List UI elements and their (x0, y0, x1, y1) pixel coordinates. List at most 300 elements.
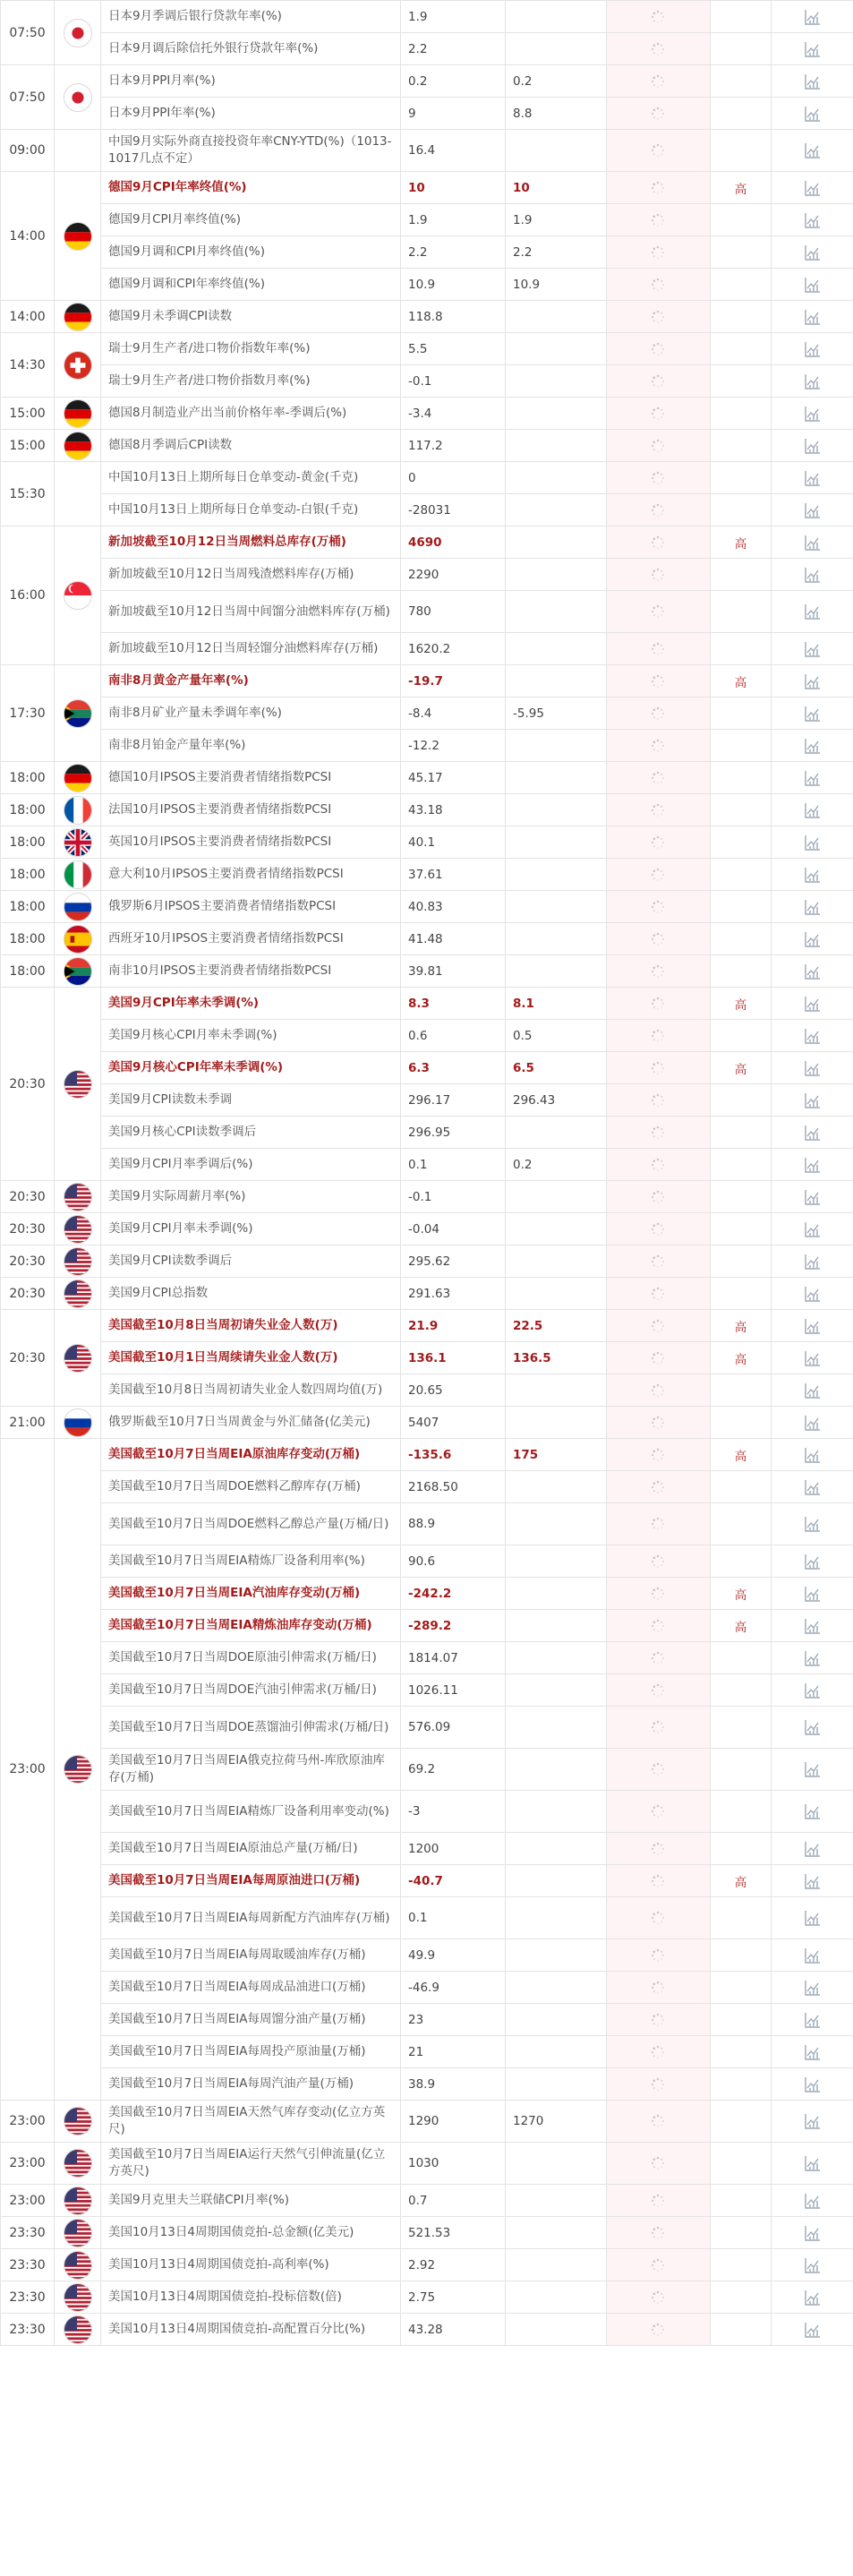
event-row[interactable] (1, 1545, 853, 1578)
indicator-name[interactable]: 美国9月CPI年率未季调(%) (101, 988, 401, 1020)
indicator-name[interactable]: 瑞士9月生产者/进口物价指数年率(%) (101, 333, 401, 365)
event-row[interactable] (1, 1791, 853, 1833)
chart-cell[interactable] (772, 1578, 853, 1610)
event-row[interactable] (1, 1897, 853, 1939)
chart-cell[interactable] (772, 1278, 853, 1310)
chart-icon[interactable] (804, 1872, 822, 1890)
indicator-name[interactable]: 美国截至10月7日当周EIA每周原油进口(万桶) (101, 1865, 401, 1897)
indicator-name[interactable]: 美国9月核心CPI年率未季调(%) (101, 1052, 401, 1084)
indicator-name[interactable]: 美国截至10月7日当周DOE原油引伸需求(万桶/日) (101, 1642, 401, 1674)
event-row[interactable] (1, 494, 853, 526)
event-row[interactable] (1, 462, 853, 494)
indicator-name[interactable]: 美国10月13日4周期国债竞拍-总金额(亿美元) (101, 2217, 401, 2249)
event-row[interactable] (1, 1149, 853, 1181)
chart-icon[interactable] (804, 1220, 822, 1238)
chart-icon[interactable] (804, 534, 822, 552)
chart-cell[interactable] (772, 1084, 853, 1117)
chart-icon[interactable] (804, 1382, 822, 1399)
chart-icon[interactable] (804, 1317, 822, 1335)
event-row[interactable] (1, 2101, 853, 2143)
chart-icon[interactable] (804, 1414, 822, 1432)
chart-icon[interactable] (804, 179, 822, 197)
indicator-name[interactable]: 德国9月CPI年率终值(%) (101, 172, 401, 204)
chart-icon[interactable] (804, 2289, 822, 2306)
indicator-name[interactable]: 美国截至10月7日当周EIA精炼厂设备利用率变动(%) (101, 1791, 401, 1833)
chart-icon[interactable] (804, 1188, 822, 1206)
chart-icon[interactable] (804, 1718, 822, 1736)
indicator-name[interactable]: 法国10月IPSOS主要消费者情绪指数PCSI (101, 794, 401, 826)
event-row[interactable] (1, 794, 853, 826)
chart-icon[interactable] (804, 1585, 822, 1603)
chart-icon[interactable] (804, 898, 822, 916)
indicator-name[interactable]: 俄罗斯6月IPSOS主要消费者情绪指数PCSI (101, 891, 401, 923)
chart-cell[interactable] (772, 172, 853, 204)
chart-cell[interactable] (772, 2068, 853, 2101)
chart-icon[interactable] (804, 930, 822, 948)
chart-cell[interactable] (772, 236, 853, 269)
chart-cell[interactable] (772, 665, 853, 697)
indicator-name[interactable]: 美国截至10月7日当周EIA每周汽油产量(万桶) (101, 2068, 401, 2101)
chart-cell[interactable] (772, 269, 853, 301)
event-row[interactable] (1, 1503, 853, 1545)
chart-icon[interactable] (804, 1059, 822, 1077)
indicator-name[interactable]: 美国截至10月7日当周EIA每周投产原油量(万桶) (101, 2036, 401, 2068)
chart-cell[interactable] (772, 762, 853, 794)
event-row[interactable] (1, 559, 853, 591)
chart-cell[interactable] (772, 955, 853, 988)
indicator-name[interactable]: 美国截至10月7日当周EIA精炼油库存变动(万桶) (101, 1610, 401, 1642)
event-row[interactable] (1, 2143, 853, 2185)
indicator-name[interactable]: 美国10月13日4周期国债竞拍-高利率(%) (101, 2249, 401, 2281)
country-flag-cell (55, 923, 101, 955)
event-row[interactable] (1, 1407, 853, 1439)
indicator-name[interactable]: 俄罗斯截至10月7日当周黄金与外汇储备(亿美元) (101, 1407, 401, 1439)
chart-icon[interactable] (804, 469, 822, 487)
chart-icon[interactable] (804, 73, 822, 90)
event-row[interactable] (1, 1, 853, 33)
indicator-name[interactable]: 美国截至10月7日当周EIA精炼厂设备利用率(%) (101, 1545, 401, 1578)
event-row[interactable] (1, 1052, 853, 1084)
event-row[interactable] (1, 1578, 853, 1610)
chart-icon[interactable] (804, 211, 822, 229)
chart-cell[interactable] (772, 462, 853, 494)
chart-icon[interactable] (804, 105, 822, 123)
chart-icon[interactable] (804, 276, 822, 294)
chart-icon[interactable] (804, 405, 822, 423)
indicator-name[interactable]: 美国截至10月7日当周EIA原油总产量(万桶/日) (101, 1833, 401, 1865)
chart-cell[interactable] (772, 494, 853, 526)
chart-icon[interactable] (804, 1446, 822, 1464)
event-row[interactable] (1, 665, 853, 697)
chart-cell[interactable] (772, 591, 853, 633)
indicator-name[interactable]: 美国10月13日4周期国债竞拍-高配置百分比(%) (101, 2314, 401, 2346)
event-row[interactable] (1, 1278, 853, 1310)
event-row[interactable] (1, 130, 853, 172)
event-row[interactable] (1, 1020, 853, 1052)
chart-cell[interactable] (772, 2314, 853, 2346)
event-row[interactable] (1, 33, 853, 65)
chart-cell[interactable] (772, 1439, 853, 1471)
chart-cell[interactable] (772, 1, 853, 33)
chart-icon[interactable] (804, 40, 822, 58)
country-flag-cell (55, 1278, 101, 1310)
chart-icon[interactable] (804, 1617, 822, 1635)
event-row[interactable] (1, 172, 853, 204)
chart-icon[interactable] (804, 834, 822, 852)
indicator-name[interactable]: 美国截至10月7日当周EIA天然气库存变动(亿立方英尺) (101, 2101, 401, 2143)
chart-icon[interactable] (804, 244, 822, 261)
indicator-name[interactable]: 英国10月IPSOS主要消费者情绪指数PCSI (101, 826, 401, 859)
indicator-name[interactable]: 南非8月铂金产量年率(%) (101, 730, 401, 762)
chart-icon[interactable] (804, 1124, 822, 1142)
chart-cell[interactable] (772, 2185, 853, 2217)
importance-badge (711, 1084, 772, 1117)
chart-cell[interactable] (772, 333, 853, 365)
chart-icon[interactable] (804, 1478, 822, 1496)
chart-cell[interactable] (772, 1020, 853, 1052)
indicator-name[interactable]: 美国9月CPI读数季调后 (101, 1245, 401, 1278)
chart-cell[interactable] (772, 2036, 853, 2068)
chart-cell[interactable] (772, 1939, 853, 1972)
chart-icon[interactable] (804, 1553, 822, 1570)
chart-cell[interactable] (772, 1865, 853, 1897)
event-row[interactable] (1, 269, 853, 301)
indicator-name[interactable]: 美国截至10月7日当周EIA每周成品油进口(万桶) (101, 1972, 401, 2004)
chart-cell[interactable] (772, 98, 853, 130)
chart-cell[interactable] (772, 65, 853, 98)
chart-cell[interactable] (772, 826, 853, 859)
chart-cell[interactable] (772, 2004, 853, 2036)
indicator-name[interactable]: 美国截至10月1日当周续请失业金人数(万) (101, 1342, 401, 1374)
chart-cell[interactable] (772, 1052, 853, 1084)
indicator-name[interactable]: 美国9月CPI读数未季调 (101, 1084, 401, 1117)
chart-icon[interactable] (804, 1649, 822, 1667)
chart-icon[interactable] (804, 963, 822, 980)
event-row[interactable] (1, 2185, 853, 2217)
indicator-name[interactable]: 日本9月调后除信托外银行贷款年率(%) (101, 33, 401, 65)
chart-icon[interactable] (804, 801, 822, 819)
indicator-name[interactable]: 美国10月13日4周期国债竞拍-投标倍数(倍) (101, 2281, 401, 2314)
event-row[interactable] (1, 923, 853, 955)
actual-value-loading (607, 2036, 711, 2068)
event-row[interactable] (1, 1749, 853, 1791)
event-row[interactable] (1, 2036, 853, 2068)
chart-icon[interactable] (804, 437, 822, 455)
event-row[interactable] (1, 1374, 853, 1407)
indicator-name[interactable]: 美国截至10月7日当周EIA原油库存变动(万桶) (101, 1439, 401, 1471)
previous-value: -8.4 (401, 697, 506, 730)
event-row[interactable] (1, 2004, 853, 2036)
actual-value-loading (607, 33, 711, 65)
chart-cell[interactable] (772, 1310, 853, 1342)
indicator-name[interactable]: 美国9月CPI总指数 (101, 1278, 401, 1310)
importance-badge (711, 494, 772, 526)
event-row[interactable] (1, 1610, 853, 1642)
event-row[interactable] (1, 2281, 853, 2314)
chart-cell[interactable] (772, 1897, 853, 1939)
event-row[interactable] (1, 1972, 853, 2004)
event-row[interactable] (1, 301, 853, 333)
indicator-name[interactable]: 美国截至10月7日当周EIA每周新配方汽油库存(万桶) (101, 1897, 401, 1939)
chart-icon[interactable] (804, 1349, 822, 1367)
chart-cell[interactable] (772, 859, 853, 891)
chart-cell[interactable] (772, 1213, 853, 1245)
chart-cell[interactable] (772, 633, 853, 665)
chart-cell[interactable] (772, 1407, 853, 1439)
chart-icon[interactable] (804, 705, 822, 723)
event-row[interactable] (1, 633, 853, 665)
indicator-name[interactable]: 美国截至10月7日当周DOE汽油引伸需求(万桶/日) (101, 1674, 401, 1707)
event-row[interactable] (1, 65, 853, 98)
chart-cell[interactable] (772, 1545, 853, 1578)
event-row[interactable] (1, 1707, 853, 1749)
chart-icon[interactable] (804, 995, 822, 1013)
indicator-name[interactable]: 美国9月核心CPI月率未季调(%) (101, 1020, 401, 1052)
indicator-name[interactable]: 瑞士9月生产者/进口物价指数月率(%) (101, 365, 401, 398)
indicator-name[interactable]: 日本9月PPI年率(%) (101, 98, 401, 130)
indicator-name[interactable]: 美国9月CPI月率未季调(%) (101, 1213, 401, 1245)
indicator-name[interactable]: 德国10月IPSOS主要消费者情绪指数PCSI (101, 762, 401, 794)
indicator-name[interactable]: 新加坡截至10月12日当周残渣燃料库存(万桶) (101, 559, 401, 591)
event-row[interactable] (1, 859, 853, 891)
indicator-name[interactable]: 新加坡截至10月12日当周中间馏分油燃料库存(万桶) (101, 591, 401, 633)
chart-icon[interactable] (804, 2321, 822, 2339)
event-row[interactable] (1, 2068, 853, 2101)
chart-cell[interactable] (772, 1642, 853, 1674)
event-row[interactable] (1, 1865, 853, 1897)
chart-cell[interactable] (772, 1674, 853, 1707)
actual-value-loading (607, 236, 711, 269)
event-row[interactable] (1, 1439, 853, 1471)
event-row[interactable] (1, 955, 853, 988)
indicator-name[interactable]: 中国9月实际外商直接投资年率CNY-YTD(%)（1013-1017几点不定） (101, 130, 401, 172)
event-row[interactable] (1, 1642, 853, 1674)
event-row[interactable] (1, 98, 853, 130)
event-row[interactable] (1, 526, 853, 559)
indicator-name[interactable]: 西班牙10月IPSOS主要消费者情绪指数PCSI (101, 923, 401, 955)
chart-icon[interactable] (804, 501, 822, 519)
chart-cell[interactable] (772, 697, 853, 730)
chart-cell[interactable] (772, 33, 853, 65)
chart-cell[interactable] (772, 398, 853, 430)
chart-icon[interactable] (804, 1253, 822, 1271)
indicator-name[interactable]: 美国9月核心CPI读数季调后 (101, 1117, 401, 1149)
chart-cell[interactable] (772, 923, 853, 955)
event-row[interactable] (1, 1674, 853, 1707)
event-row[interactable] (1, 1117, 853, 1149)
loading-spinner-icon (650, 341, 666, 357)
forecast-value: 136.5 (506, 1342, 607, 1374)
previous-value: 295.62 (401, 1245, 506, 1278)
chart-cell[interactable] (772, 2143, 853, 2185)
country-flag-cell (55, 301, 101, 333)
indicator-name[interactable]: 美国截至10月7日当周DOE燃料乙醇库存(万桶) (101, 1471, 401, 1503)
chart-icon[interactable] (804, 2075, 822, 2093)
chart-cell[interactable] (772, 1707, 853, 1749)
chart-cell[interactable] (772, 1972, 853, 2004)
indicator-name[interactable]: 德国8月制造业产出当前价格年率-季调后(%) (101, 398, 401, 430)
chart-icon[interactable] (804, 372, 822, 390)
chart-icon[interactable] (804, 566, 822, 584)
indicator-name[interactable]: 美国截至10月7日当周EIA俄克拉荷马州-库欣原油库存(万桶) (101, 1749, 401, 1791)
indicator-name[interactable]: 德国8月季调后CPI读数 (101, 430, 401, 462)
chart-icon[interactable] (804, 603, 822, 620)
chart-icon[interactable] (804, 640, 822, 658)
indicator-name[interactable]: 日本9月PPI月率(%) (101, 65, 401, 98)
event-row[interactable] (1, 1342, 853, 1374)
chart-cell[interactable] (772, 1117, 853, 1149)
chart-icon[interactable] (804, 1682, 822, 1699)
chart-icon[interactable] (804, 1091, 822, 1109)
indicator-name[interactable]: 新加坡截至10月12日当周轻馏分油燃料库存(万桶) (101, 633, 401, 665)
chart-icon[interactable] (804, 1840, 822, 1858)
chart-icon[interactable] (804, 1027, 822, 1045)
chart-cell[interactable] (772, 891, 853, 923)
event-time: 23:30 (1, 2281, 55, 2314)
chart-cell[interactable] (772, 365, 853, 398)
chart-cell[interactable] (772, 1342, 853, 1374)
chart-cell[interactable] (772, 1610, 853, 1642)
indicator-name[interactable]: 美国9月克里夫兰联储CPI月率(%) (101, 2185, 401, 2217)
event-row[interactable] (1, 697, 853, 730)
indicator-name[interactable]: 美国9月实际周薪月率(%) (101, 1181, 401, 1213)
chart-cell[interactable] (772, 730, 853, 762)
chart-cell[interactable] (772, 526, 853, 559)
chart-icon[interactable] (804, 2192, 822, 2210)
chart-cell[interactable] (772, 430, 853, 462)
chart-icon[interactable] (804, 866, 822, 884)
indicator-name[interactable]: 美国截至10月7日当周EIA汽油库存变动(万桶) (101, 1578, 401, 1610)
indicator-name[interactable]: 德国9月CPI月率终值(%) (101, 204, 401, 236)
chart-icon[interactable] (804, 2256, 822, 2274)
chart-icon[interactable] (804, 737, 822, 755)
chart-icon[interactable] (804, 1979, 822, 1997)
loading-spinner-icon (650, 1350, 666, 1366)
event-row[interactable] (1, 730, 853, 762)
indicator-name[interactable]: 美国截至10月8日当周初请失业金人数四周均值(万) (101, 1374, 401, 1407)
chart-icon[interactable] (804, 1156, 822, 1174)
event-row[interactable] (1, 204, 853, 236)
chart-cell[interactable] (772, 2217, 853, 2249)
event-row[interactable] (1, 826, 853, 859)
indicator-name[interactable]: 德国9月调和CPI月率终值(%) (101, 236, 401, 269)
event-row[interactable] (1, 1181, 853, 1213)
indicator-name[interactable]: 德国9月未季调CPI读数 (101, 301, 401, 333)
chart-icon[interactable] (804, 2112, 822, 2130)
event-row[interactable] (1, 398, 853, 430)
chart-cell[interactable] (772, 2249, 853, 2281)
event-row[interactable] (1, 891, 853, 923)
event-row[interactable] (1, 988, 853, 1020)
loading-spinner-icon (650, 1221, 666, 1237)
chart-cell[interactable] (772, 1503, 853, 1545)
event-row[interactable] (1, 2249, 853, 2281)
chart-icon[interactable] (804, 1285, 822, 1303)
event-row[interactable] (1, 1245, 853, 1278)
chart-icon[interactable] (804, 672, 822, 690)
chart-cell[interactable] (772, 988, 853, 1020)
chart-icon[interactable] (804, 2011, 822, 2029)
chart-cell[interactable] (772, 1374, 853, 1407)
chart-cell[interactable] (772, 559, 853, 591)
chart-cell[interactable] (772, 1833, 853, 1865)
event-row[interactable] (1, 1833, 853, 1865)
indicator-name[interactable]: 南非8月黄金产量年率(%) (101, 665, 401, 697)
chart-icon[interactable] (804, 141, 822, 159)
indicator-name[interactable]: 美国截至10月7日当周DOE蒸馏油引伸需求(万桶/日) (101, 1707, 401, 1749)
chart-cell[interactable] (772, 794, 853, 826)
forecast-value (506, 1972, 607, 2004)
chart-cell[interactable] (772, 1245, 853, 1278)
event-row[interactable] (1, 236, 853, 269)
chart-icon[interactable] (804, 340, 822, 358)
indicator-name[interactable]: 德国9月调和CPI年率终值(%) (101, 269, 401, 301)
indicator-name[interactable]: 美国截至10月7日当周DOE燃料乙醇总产量(万桶/日) (101, 1503, 401, 1545)
event-row[interactable] (1, 1213, 853, 1245)
chart-cell[interactable] (772, 1471, 853, 1503)
chart-cell[interactable] (772, 2101, 853, 2143)
chart-icon[interactable] (804, 8, 822, 26)
indicator-name[interactable]: 南非10月IPSOS主要消费者情绪指数PCSI (101, 955, 401, 988)
chart-cell[interactable] (772, 2281, 853, 2314)
event-row[interactable] (1, 762, 853, 794)
indicator-name[interactable]: 美国截至10月7日当周EIA每周取暖油库存(万桶) (101, 1939, 401, 1972)
indicator-name[interactable]: 美国截至10月7日当周EIA运行天然气引伸流量(亿立方英尺) (101, 2143, 401, 2185)
event-row[interactable] (1, 591, 853, 633)
event-row[interactable] (1, 1939, 853, 1972)
chart-cell[interactable] (772, 1791, 853, 1833)
indicator-name[interactable]: 新加坡截至10月12日当周燃料总库存(万桶) (101, 526, 401, 559)
indicator-name[interactable]: 美国截至10月7日当周EIA每周馏分油产量(万桶) (101, 2004, 401, 2036)
event-row[interactable] (1, 1084, 853, 1117)
forecast-value: 2.2 (506, 236, 607, 269)
event-row[interactable] (1, 333, 853, 365)
chart-icon[interactable] (804, 2224, 822, 2242)
event-time: 18:00 (1, 859, 55, 891)
indicator-name[interactable]: 南非8月矿业产量未季调年率(%) (101, 697, 401, 730)
importance-badge (711, 1213, 772, 1245)
chart-icon[interactable] (804, 769, 822, 787)
chart-icon[interactable] (804, 1515, 822, 1533)
event-row[interactable] (1, 430, 853, 462)
indicator-name[interactable]: 日本9月季调后银行贷款年率(%) (101, 1, 401, 33)
importance-badge (711, 891, 772, 923)
chart-icon[interactable] (804, 1802, 822, 1820)
chart-cell[interactable] (772, 1149, 853, 1181)
chart-cell[interactable] (772, 1181, 853, 1213)
indicator-name[interactable]: 美国截至10月8日当周初请失业金人数(万) (101, 1310, 401, 1342)
chart-cell[interactable] (772, 204, 853, 236)
indicator-name[interactable]: 中国10月13日上期所每日仓单变动-白银(千克) (101, 494, 401, 526)
event-row[interactable] (1, 1310, 853, 1342)
chart-cell[interactable] (772, 130, 853, 172)
chart-icon[interactable] (804, 1760, 822, 1778)
indicator-name[interactable]: 意大利10月IPSOS主要消费者情绪指数PCSI (101, 859, 401, 891)
chart-icon[interactable] (804, 1909, 822, 1927)
indicator-name[interactable]: 美国9月CPI月率季调后(%) (101, 1149, 401, 1181)
chart-cell[interactable] (772, 1749, 853, 1791)
chart-icon[interactable] (804, 308, 822, 326)
chart-cell[interactable] (772, 301, 853, 333)
event-row[interactable] (1, 2217, 853, 2249)
event-row[interactable] (1, 2314, 853, 2346)
event-row[interactable] (1, 1471, 853, 1503)
chart-icon[interactable] (804, 2154, 822, 2172)
indicator-name[interactable]: 中国10月13日上期所每日仓单变动-黄金(千克) (101, 462, 401, 494)
event-row[interactable] (1, 365, 853, 398)
chart-icon[interactable] (804, 1947, 822, 1964)
chart-icon[interactable] (804, 2043, 822, 2061)
